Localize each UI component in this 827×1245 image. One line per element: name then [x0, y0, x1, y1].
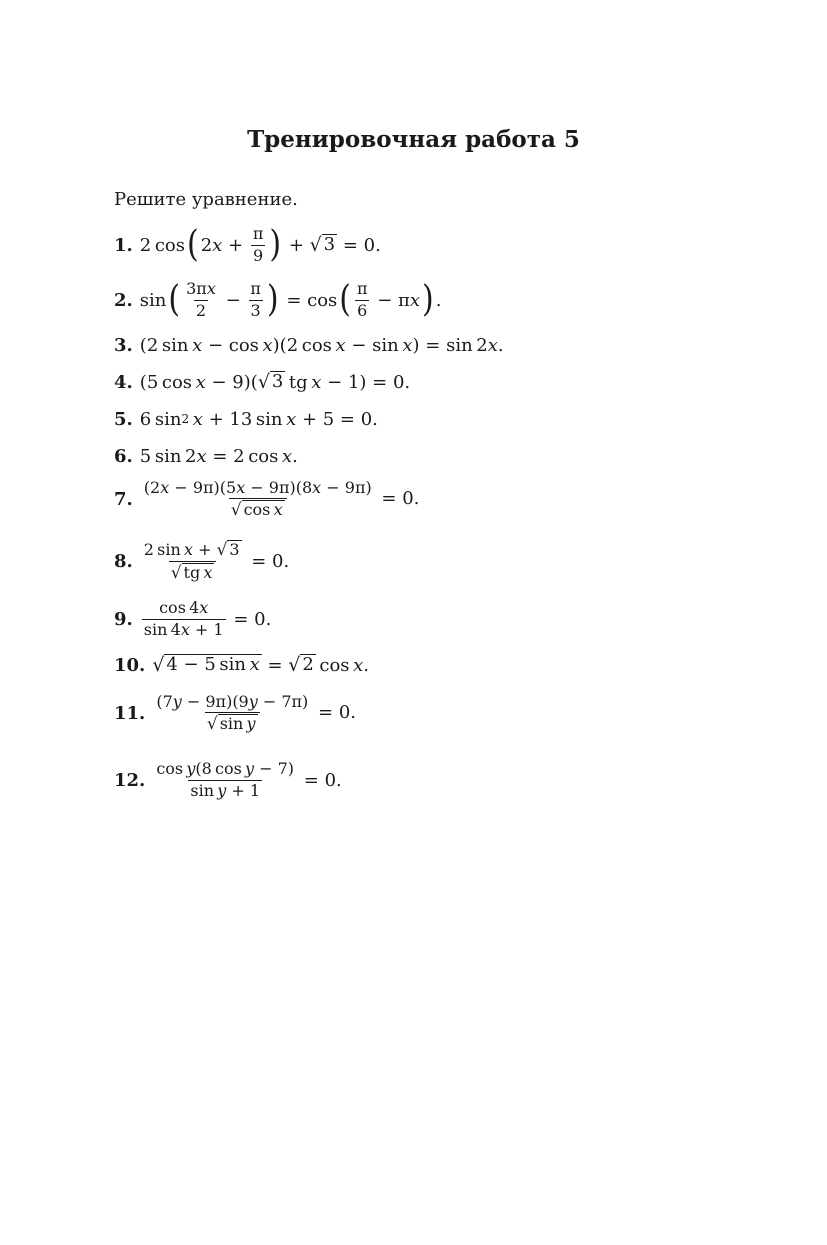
problem-number: 8.	[114, 550, 133, 572]
problem-number: 12.	[114, 769, 146, 791]
equation: 5 sin 2 x = 2 cos x .	[139, 445, 298, 467]
problem-number: 9.	[114, 608, 133, 630]
problem-10	[114, 642, 369, 688]
equation: (5 cos x − 9)( √ 3 tg x − 1) = 0.	[139, 371, 411, 393]
equation: 6 sin 2 x + 13 sin x + 5 = 0.	[139, 408, 378, 430]
problem-7	[114, 476, 419, 522]
problem-9	[114, 596, 271, 642]
equation: $\frac{\text{cos y(8 cos y − 7)}}{\text{sin y + 1}}$ = 0.	[156, 759, 342, 800]
problem-number: 10.	[114, 654, 146, 676]
problem-8	[114, 538, 289, 584]
equation: 2 sin x + √ 3 √ tg x = 0.	[143, 539, 290, 582]
equation: (2x − 9π)(5x − 9π)(8x − 9π) √ cos x = 0.	[143, 477, 420, 520]
problem-number: 11.	[114, 702, 146, 724]
equation: 2 cos ( 2 x + $\frac{\pi}{9}$ ) + √ 3 = 0.	[139, 223, 381, 266]
problem-6	[114, 433, 298, 479]
problem-11	[114, 690, 356, 736]
equation: (2 sin x − cos x )(2 cos x − sin x ) = sin 2 x .	[139, 334, 504, 356]
problem-1	[114, 222, 381, 268]
problem-number: 2.	[114, 289, 133, 311]
problem-number: 4.	[114, 371, 133, 393]
equation: (7y − 9π)(9y − 7π) √ sin y = 0.	[156, 691, 356, 734]
equation: sin ( $\frac{3\pi x}{2}$ − $\frac{\pi}{3}$ ) = cos ( $\frac{\pi}{6}$ − π x ) .	[139, 278, 442, 321]
problem-number: 3.	[114, 334, 133, 356]
problem-number: 6.	[114, 445, 133, 467]
equation: $\frac{\cos 4x}{\sin 4x + 1}$ = 0.	[143, 598, 272, 639]
problem-number: 1.	[114, 234, 133, 256]
equation: √ 4 − 5 sin x = √ 2 cos x .	[152, 654, 370, 676]
problem-12	[114, 757, 342, 803]
problem-2	[114, 277, 442, 323]
instruction: Решите уравнение.	[114, 189, 298, 210]
problem-number: 5.	[114, 408, 133, 430]
page-title: Тренировочная работа 5	[247, 126, 580, 153]
problem-number: 7.	[114, 488, 133, 510]
